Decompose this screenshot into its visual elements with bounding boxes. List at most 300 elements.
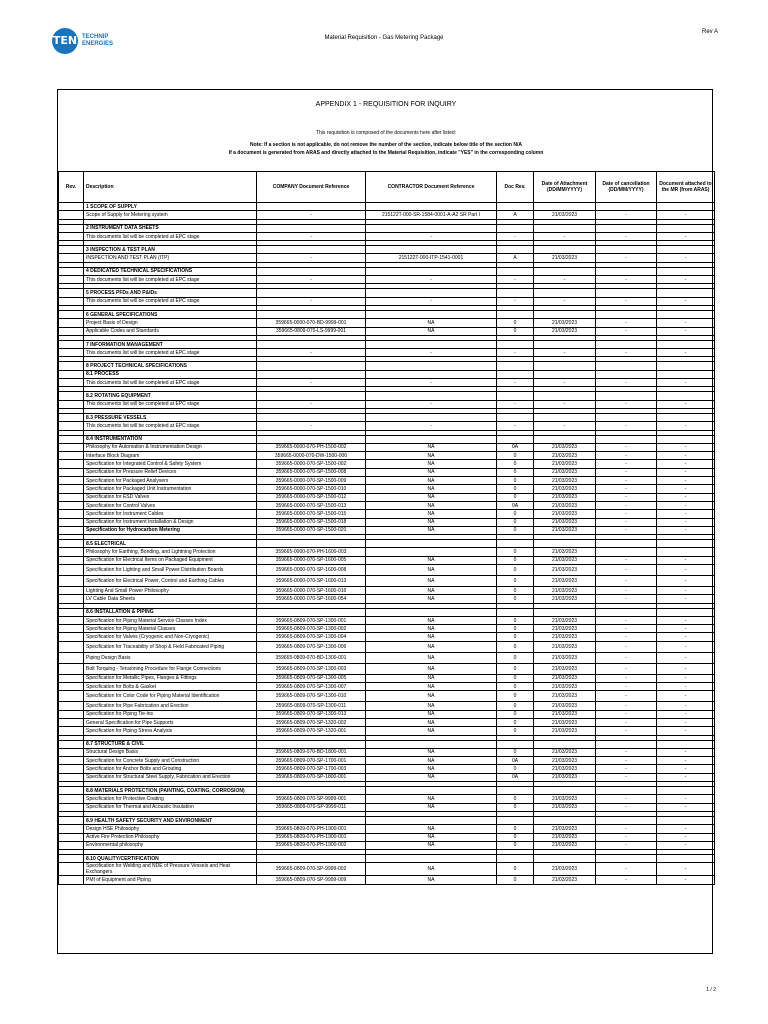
doc-rev-cell: 0 (497, 510, 534, 518)
rev-cell (59, 803, 84, 811)
rev-cell (59, 816, 84, 824)
date-cancellation-cell: - (596, 765, 657, 773)
attached-aras-cell: - (657, 663, 715, 674)
attached-aras-cell: - (657, 625, 715, 633)
document-row (59, 595, 715, 603)
date-attachment-cell: 21/03/2023 (534, 863, 596, 876)
date-cancellation-cell: - (596, 501, 657, 509)
doc-rev-cell: - (497, 400, 534, 408)
description-cell: Specification for Electrical Power, Control and Earthing Cables (84, 575, 257, 586)
date-attachment-cell: 21/03/2023 (534, 564, 596, 575)
company-ref-cell: 359665-0000-070-SP-1600-005 (257, 556, 366, 564)
doc-rev-cell: - (497, 232, 534, 240)
doc-rev-cell: 0 (497, 825, 534, 833)
date-attachment-cell: 21/03/2023 (534, 727, 596, 735)
contractor-ref-cell: NA (366, 841, 497, 849)
description-cell: Specification for Traceability of Shop & Field Fabricated Piping (84, 641, 257, 652)
rev-cell (59, 863, 84, 876)
empty-cell (534, 787, 596, 795)
document-row (59, 349, 715, 357)
date-cancellation-cell: - (596, 595, 657, 603)
revision-label: Rev A (701, 29, 718, 35)
doc-rev-cell: 0 (497, 526, 534, 534)
attached-aras-cell: - (657, 510, 715, 518)
empty-cell (534, 246, 596, 254)
date-attachment-cell: 21/03/2023 (534, 460, 596, 468)
date-cancellation-cell: - (596, 863, 657, 876)
contractor-ref-cell: NA (366, 319, 497, 327)
empty-cell (534, 413, 596, 421)
document-row (59, 833, 715, 841)
document-row (59, 652, 715, 663)
empty-cell (534, 816, 596, 824)
description-cell: Structural Design Basis (84, 748, 257, 756)
section-row (59, 203, 715, 211)
attached-aras-cell: - (657, 641, 715, 652)
doc-rev-cell: 0 (497, 616, 534, 624)
description-cell: Specification for Structural Steel Supply, Fabrication and Erection (84, 773, 257, 781)
rev-cell (59, 493, 84, 501)
document-row (59, 276, 715, 284)
rev-cell (59, 362, 84, 370)
company-ref-cell: 359665-0000-070-SP-1500-002 (257, 460, 366, 468)
company-ref-cell: 359665-0809-070-SP-1300-002 (257, 625, 366, 633)
doc-rev-cell: 0 (497, 493, 534, 501)
section-row (59, 855, 715, 863)
rev-cell (59, 841, 84, 849)
attached-aras-cell: - (657, 595, 715, 603)
empty-cell (657, 289, 715, 297)
rev-cell (59, 276, 84, 284)
empty-cell (534, 310, 596, 318)
section-row (59, 340, 715, 348)
empty-cell (534, 340, 596, 348)
description-cell: Specification for Thermal and Acoustic Insulation (84, 803, 257, 811)
doc-rev-cell: 0 (497, 468, 534, 476)
empty-cell (366, 340, 497, 348)
doc-rev-cell: 0 (497, 876, 534, 884)
date-attachment-cell: 21/03/2023 (534, 211, 596, 219)
document-row (59, 683, 715, 691)
rev-cell (59, 211, 84, 219)
section-row (59, 289, 715, 297)
section-row (59, 435, 715, 443)
date-attachment-cell: 21/03/2023 (534, 493, 596, 501)
doc-rev-cell: A (497, 211, 534, 219)
section-title: 1 SCOPE OF SUPPLY (84, 203, 257, 211)
rev-cell (59, 526, 84, 534)
contractor-ref-cell: - (366, 276, 497, 284)
empty-cell (257, 340, 366, 348)
empty-cell (366, 310, 497, 318)
doc-rev-cell: 0 (497, 586, 534, 594)
doc-rev-cell: 0 (497, 663, 534, 674)
contractor-ref-cell: NA (366, 327, 497, 335)
date-cancellation-cell: - (596, 232, 657, 240)
attached-aras-cell: - (657, 586, 715, 594)
doc-rev-cell: 0 (497, 833, 534, 841)
empty-cell (497, 203, 534, 211)
description-cell: Specification for Packaged Unit Instrumentation (84, 485, 257, 493)
attached-aras-cell: - (657, 773, 715, 781)
contractor-ref-cell: NA (366, 625, 497, 633)
document-row (59, 452, 715, 460)
empty-cell (534, 362, 596, 370)
description-cell: Design HSE Philosophy (84, 825, 257, 833)
rev-cell (59, 748, 84, 756)
empty-cell (534, 608, 596, 616)
document-row (59, 548, 715, 556)
date-attachment-cell: - (534, 349, 596, 357)
company-ref-cell: 359665-0809-070-SP-9999-009 (257, 876, 366, 884)
date-cancellation-cell: - (596, 477, 657, 485)
description-cell: PMI of Equipment and Piping (84, 876, 257, 884)
company-ref-cell: 359665-0000-070-SP-1600-054 (257, 595, 366, 603)
doc-rev-cell: - (497, 379, 534, 387)
attached-aras-cell: - (657, 254, 715, 262)
date-cancellation-cell: - (596, 795, 657, 803)
empty-cell (596, 289, 657, 297)
date-cancellation-cell: - (596, 276, 657, 284)
description-cell: Specification for Instrument Installation & Design (84, 518, 257, 526)
description-cell: This documents list will be completed at EPC stage (84, 276, 257, 284)
contractor-ref-cell: NA (366, 485, 497, 493)
description-cell: Specification for Valves (Cryogenic and Non-Cryogenic) (84, 633, 257, 641)
attached-aras-cell: - (657, 400, 715, 408)
rev-cell (59, 586, 84, 594)
contractor-ref-cell: NA (366, 443, 497, 451)
rev-cell (59, 795, 84, 803)
company-ref-cell: 359665-0809-070-SP-1320-002 (257, 718, 366, 726)
attached-aras-cell: - (657, 803, 715, 811)
contractor-ref-cell: NA (366, 564, 497, 575)
description-cell: Specification for Protective Coating (84, 795, 257, 803)
empty-cell (497, 855, 534, 863)
contractor-ref-cell: NA (366, 795, 497, 803)
rev-cell (59, 349, 84, 357)
empty-cell (257, 267, 366, 275)
doc-rev-cell: 0 (497, 727, 534, 735)
description-cell: INSPECTION AND TEST PLAN (ITP) (84, 254, 257, 262)
description-cell: This documents list will be completed at EPC stage (84, 379, 257, 387)
rev-cell (59, 370, 84, 378)
section-row (59, 310, 715, 318)
empty-cell (596, 540, 657, 548)
doc-rev-cell: 0 (497, 863, 534, 876)
contractor-ref-cell: NA (366, 727, 497, 735)
contractor-ref-cell: NA (366, 863, 497, 876)
date-cancellation-cell: - (596, 400, 657, 408)
doc-rev-cell: 0A (497, 443, 534, 451)
empty-cell (596, 310, 657, 318)
attached-aras-cell: - (657, 841, 715, 849)
date-cancellation-cell: - (596, 803, 657, 811)
doc-rev-cell: 0 (497, 485, 534, 493)
rev-cell (59, 460, 84, 468)
contractor-ref-cell: NA (366, 765, 497, 773)
date-cancellation-cell: - (596, 625, 657, 633)
doc-rev-cell: 0 (497, 452, 534, 460)
rev-cell (59, 633, 84, 641)
attached-aras-cell: - (657, 674, 715, 682)
contractor-ref-cell: NA (366, 586, 497, 594)
date-cancellation-cell: - (596, 510, 657, 518)
company-ref-cell: 359665-0809-070-SP-9999-002 (257, 863, 366, 876)
rev-cell (59, 510, 84, 518)
document-row (59, 422, 715, 430)
empty-cell (534, 540, 596, 548)
date-cancellation-cell (596, 548, 657, 556)
empty-cell (596, 267, 657, 275)
contractor-ref-cell: - (366, 297, 497, 305)
company-ref-cell: 359665-0000-070-SP-1500-015 (257, 510, 366, 518)
contractor-ref-cell: NA (366, 748, 497, 756)
doc-rev-cell: A (497, 254, 534, 262)
doc-rev-cell: 0 (497, 841, 534, 849)
section-row (59, 267, 715, 275)
section-row (59, 392, 715, 400)
empty-cell (257, 787, 366, 795)
company-ref-cell: 359665-0809-070-SP-1300-003 (257, 663, 366, 674)
document-row (59, 748, 715, 756)
attached-aras-cell: - (657, 702, 715, 710)
description-cell: Specification for Concrete Supply and Construction (84, 757, 257, 765)
empty-cell (497, 540, 534, 548)
contractor-ref-cell: NA (366, 663, 497, 674)
date-attachment-cell: 21/03/2023 (534, 765, 596, 773)
document-row (59, 663, 715, 674)
intro-text: This requisition is composed of the documents here after listed: (315, 130, 457, 136)
empty-cell (257, 608, 366, 616)
company-ref-cell: 359665-0000-070-SP-1500-013 (257, 501, 366, 509)
date-attachment-cell: 21/03/2023 (534, 674, 596, 682)
logo-line-2: ENERGIES (82, 41, 114, 47)
rev-cell (59, 468, 84, 476)
date-cancellation-cell: - (596, 833, 657, 841)
note-line-2: If a document is generated from ARAS and directly attached to the Material Requisition, indicate "YES" in the corresponding column (228, 150, 544, 156)
empty-cell (366, 362, 497, 370)
empty-cell (257, 816, 366, 824)
description-cell: Specification for Bolts & Gasket (84, 683, 257, 691)
rev-cell (59, 400, 84, 408)
empty-cell (657, 787, 715, 795)
attached-aras-cell: - (657, 825, 715, 833)
document-row (59, 691, 715, 702)
attached-aras-cell: - (657, 564, 715, 575)
document-row (59, 232, 715, 240)
empty-cell (534, 392, 596, 400)
description-cell: Specification for Lighting and Small Power Distribution Boards (84, 564, 257, 575)
rev-cell (59, 608, 84, 616)
empty-cell (257, 540, 366, 548)
empty-cell (497, 289, 534, 297)
empty-cell (497, 362, 534, 370)
rev-cell (59, 787, 84, 795)
empty-cell (497, 340, 534, 348)
company-ref-cell: 359665-0809-070-SP-1700-001 (257, 757, 366, 765)
rev-cell (59, 616, 84, 624)
section-title: 8.8 MATERIALS PROTECTION (PAINTING, COATING, CORROSION) (84, 787, 257, 795)
contractor-ref-cell: NA (366, 773, 497, 781)
rev-cell (59, 691, 84, 702)
contractor-ref-cell: NA (366, 526, 497, 534)
contractor-ref-cell: NA (366, 616, 497, 624)
date-cancellation-cell: - (596, 319, 657, 327)
contractor-ref-cell: - (366, 400, 497, 408)
document-row (59, 443, 715, 451)
contractor-ref-cell: NA (366, 876, 497, 884)
contractor-ref-cell: - (366, 422, 497, 430)
section-title: 3 INSPECTION & TEST PLAN (84, 246, 257, 254)
attached-aras-cell: - (657, 718, 715, 726)
rev-cell (59, 267, 84, 275)
empty-cell (366, 370, 497, 378)
section-row (59, 246, 715, 254)
date-cancellation-cell: - (596, 254, 657, 262)
section-row (59, 224, 715, 232)
date-attachment-cell: 21/03/2023 (534, 825, 596, 833)
empty-cell (596, 392, 657, 400)
contractor-ref-cell: NA (366, 710, 497, 718)
empty-cell (497, 310, 534, 318)
date-attachment-cell: 21/03/2023 (534, 254, 596, 262)
company-logo (52, 28, 142, 54)
rev-cell (59, 413, 84, 421)
date-cancellation-cell: - (596, 841, 657, 849)
rev-cell (59, 625, 84, 633)
empty-cell (366, 740, 497, 748)
company-ref-cell: 359665-0809-070-SP-1300-011 (257, 702, 366, 710)
section-row (59, 608, 715, 616)
document-row (59, 702, 715, 710)
contractor-ref-cell: 215122T-000-SR-1584-0001-A-A2 SR Part I (366, 211, 497, 219)
date-attachment-cell: 21/03/2023 (534, 556, 596, 564)
date-attachment-cell: 21/03/2023 (534, 468, 596, 476)
rev-cell (59, 435, 84, 443)
document-row (59, 564, 715, 575)
date-cancellation-cell: - (596, 702, 657, 710)
doc-rev-cell: 0 (497, 575, 534, 586)
contractor-ref-cell: NA (366, 493, 497, 501)
empty-cell (657, 413, 715, 421)
contractor-ref-cell: NA (366, 825, 497, 833)
empty-cell (366, 289, 497, 297)
description-cell: Piping Design Basis (84, 652, 257, 663)
empty-cell (596, 413, 657, 421)
company-ref-cell: 359665-0809-070-PH-1900-001 (257, 833, 366, 841)
date-attachment-cell: 21/03/2023 (534, 652, 596, 663)
rev-cell (59, 203, 84, 211)
rev-cell (59, 773, 84, 781)
empty-cell (596, 787, 657, 795)
document-row (59, 379, 715, 387)
rev-cell (59, 710, 84, 718)
attached-aras-cell: - (657, 468, 715, 476)
date-attachment-cell: 21/03/2023 (534, 518, 596, 526)
document-row (59, 211, 715, 219)
date-cancellation-cell: - (596, 297, 657, 305)
empty-cell (257, 224, 366, 232)
date-attachment-cell: 21/03/2023 (534, 625, 596, 633)
empty-cell (596, 816, 657, 824)
description-cell: Philosophy for Earthing, Bonding, and Lightning Protection (84, 548, 257, 556)
empty-cell (257, 413, 366, 421)
document-row (59, 460, 715, 468)
date-attachment-cell: 21/03/2023 (534, 586, 596, 594)
company-ref-cell: 359665-0000-070-SP-1500-010 (257, 485, 366, 493)
company-ref-cell: 359665-0809-070-SP-1300-005 (257, 674, 366, 682)
doc-rev-cell: 0 (497, 710, 534, 718)
date-attachment-cell: 21/03/2023 (534, 663, 596, 674)
attached-aras-cell: - (657, 477, 715, 485)
doc-rev-cell: 0 (497, 319, 534, 327)
document-row (59, 825, 715, 833)
doc-rev-cell: 0 (497, 595, 534, 603)
document-row (59, 586, 715, 594)
document-row (59, 297, 715, 305)
empty-cell (534, 855, 596, 863)
doc-rev-cell: 0 (497, 548, 534, 556)
document-row (59, 876, 715, 884)
contractor-ref-cell: NA (366, 683, 497, 691)
section-title: 5 PROCESS PFDs AND P&IDs (84, 289, 257, 297)
attached-aras-cell: - (657, 349, 715, 357)
rev-cell (59, 485, 84, 493)
company-ref-cell: - (257, 400, 366, 408)
date-attachment-cell: - (534, 422, 596, 430)
section-row (59, 540, 715, 548)
empty-cell (534, 435, 596, 443)
company-ref-cell: 359665-0809-070-SP-1300-006 (257, 641, 366, 652)
doc-rev-cell: - (497, 349, 534, 357)
empty-cell (366, 540, 497, 548)
description-cell: This documents list will be completed at EPC stage (84, 349, 257, 357)
empty-cell (657, 362, 715, 370)
requisition-table (58, 171, 715, 885)
doc-rev-cell: 0 (497, 683, 534, 691)
contractor-ref-cell: NA (366, 803, 497, 811)
date-attachment-cell: 21/03/2023 (534, 748, 596, 756)
attached-aras-cell: - (657, 757, 715, 765)
description-cell: Specification for Piping Material Classes (84, 625, 257, 633)
date-cancellation-cell: - (596, 616, 657, 624)
section-row (59, 740, 715, 748)
doc-rev-cell: 0 (497, 718, 534, 726)
empty-cell (497, 787, 534, 795)
contractor-ref-cell: NA (366, 652, 497, 663)
date-cancellation-cell: - (596, 575, 657, 586)
appendix-title: APPENDIX 1 - REQUISITION FOR INQUIRY (315, 101, 457, 108)
description-cell: Specification for Color Code for Piping Material Identification (84, 691, 257, 702)
section-row (59, 362, 715, 370)
document-row (59, 757, 715, 765)
date-cancellation-cell: - (596, 327, 657, 335)
doc-rev-cell: 0 (497, 518, 534, 526)
rev-cell (59, 702, 84, 710)
note-line-1: Note: If a section is not applicable, do not remove the number of the section, indicate below title of the section N/A (250, 142, 522, 148)
company-ref-cell: 359665-0809-070-SP-1320-001 (257, 727, 366, 735)
empty-cell (534, 740, 596, 748)
description-cell: Scope of Supply for Metering system (84, 211, 257, 219)
empty-cell (366, 816, 497, 824)
company-ref-cell: - (257, 297, 366, 305)
attached-aras-cell: - (657, 765, 715, 773)
date-cancellation-cell: - (596, 825, 657, 833)
doc-rev-cell: 0 (497, 748, 534, 756)
col-header-date-attachment: Date of Attachment (DD/MM/YYYY) (534, 172, 596, 203)
attached-aras-cell: - (657, 452, 715, 460)
date-cancellation-cell: - (596, 633, 657, 641)
